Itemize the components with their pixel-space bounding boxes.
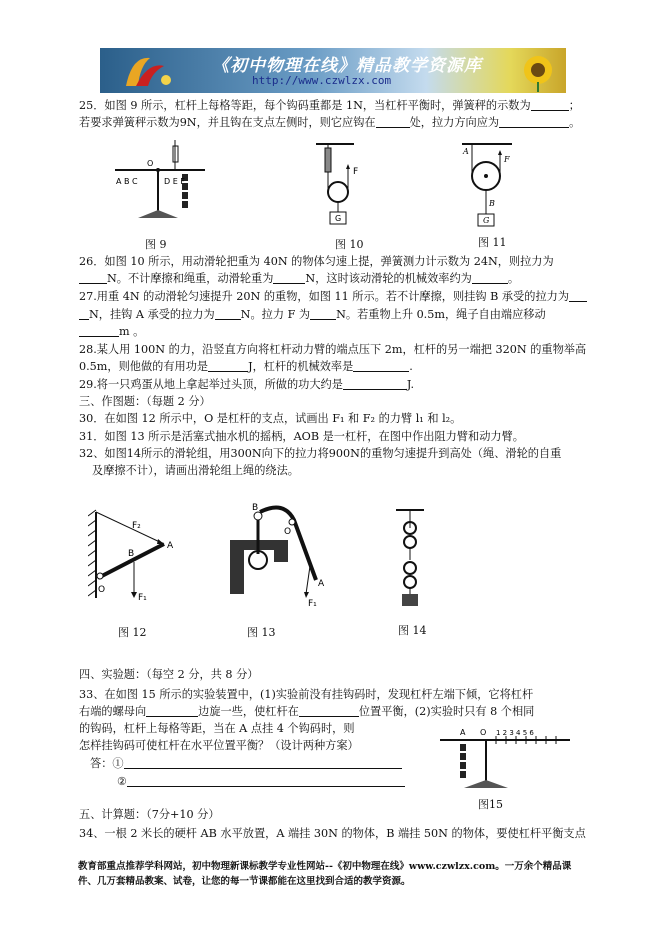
fig12-label-a: A bbox=[167, 541, 174, 551]
figure-11-pulley bbox=[452, 140, 522, 232]
q27-blank-1b[interactable] bbox=[79, 308, 89, 320]
figure-10-pulley bbox=[310, 140, 370, 232]
fig9-caption: 图 9 bbox=[145, 238, 167, 251]
site-logo-icon bbox=[118, 52, 178, 90]
fig12-label-f1: F₁ bbox=[138, 593, 147, 603]
q27-blank-2[interactable] bbox=[215, 308, 241, 320]
footer-line-1: 教育部重点推荐学科网站，初中物理新课标教学专业性网站--《初中物理在线》www.czwlzx.com。一万余个精品课 bbox=[78, 861, 572, 872]
fig13-label-b: B bbox=[252, 503, 259, 513]
fig11-caption: 图 11 bbox=[478, 236, 507, 249]
banner-url: http://www.czwlzx.com bbox=[252, 74, 392, 87]
q26-blank-1[interactable] bbox=[79, 272, 107, 284]
figure-13-pump bbox=[224, 502, 334, 614]
q33-answer-1-blank[interactable] bbox=[124, 757, 402, 769]
fig12-label-b: B bbox=[128, 549, 135, 559]
fig10-label-f: F bbox=[353, 167, 359, 177]
q27-blank-1[interactable] bbox=[569, 290, 587, 302]
q25-blank-3[interactable] bbox=[499, 116, 569, 128]
q28-line1: 28.某人用 100N 的力，沿竖直方向将杠杆动力臂的端点压下 2m，杠杆的另一端把 320N 的重物举高 bbox=[79, 343, 587, 356]
figure-9-lever bbox=[110, 140, 210, 240]
q25-line1: 25．如图 9 所示，杠杆上每格等距，每个钩码重都是 1N，当杠杆平衡时，弹簧秤的示数为 ； bbox=[79, 99, 580, 112]
fig15-caption: 图15 bbox=[478, 798, 503, 811]
q29-line: 29.将一只鸡蛋从地上拿起举过头顶，所做的功大约是 J. bbox=[79, 378, 415, 391]
section-5-title: 五、计算题：（7分+10 分） bbox=[79, 808, 220, 821]
q27-line1: 27.用重 4N 的动滑轮匀速提升 20N 的重物，如图 11 所示。若不计摩擦，则挂钩 B 承受的拉力为 bbox=[79, 290, 587, 304]
q30-line: 30．在如图 12 所示中，O 是杠杆的支点，试画出 F₁ 和 F₂ 的力臂 l₁ 和 l₂。 bbox=[79, 412, 462, 425]
figure-12-lever bbox=[88, 508, 188, 618]
q33-answer-2: ② bbox=[117, 775, 405, 789]
fig9-label-def: D E F bbox=[164, 177, 185, 186]
fig10-label-g: G bbox=[335, 214, 342, 223]
q27-line2: N，挂钩 A 承受的拉力为 N。拉力 F 为 N。若重物上升 0.5m，绳子自由端应移动 bbox=[79, 308, 546, 322]
q27-line3: m 。 bbox=[79, 325, 144, 339]
fig13-caption: 图 13 bbox=[247, 626, 276, 639]
q26-blank-3[interactable] bbox=[472, 272, 508, 284]
q33-blank-2[interactable] bbox=[299, 705, 359, 717]
fig13-label-f1: F₁ bbox=[308, 599, 317, 609]
fig11-label-b: B bbox=[489, 199, 495, 208]
q25-line2: 若要求弹簧秤示数为9N，并且钩在支点左侧时，则它应钩在 处，拉力方向应为 。 bbox=[79, 116, 581, 129]
fig14-caption: 图 14 bbox=[398, 624, 427, 637]
q34-line: 34、一根 2 米长的硬杆 AB 水平放置，A 端挂 30N 的物体，B 端挂 50N 的物体，要使杠杆平衡支点 bbox=[79, 827, 586, 840]
fig9-label-o: O bbox=[147, 159, 154, 168]
fig13-label-a: A bbox=[318, 579, 325, 589]
q26-blank-2[interactable] bbox=[273, 272, 305, 284]
q26-line2: N。不计摩擦和绳重，动滑轮重为 N，这时该动滑轮的机械效率约为 。 bbox=[79, 272, 519, 286]
figure-15-lever bbox=[436, 726, 576, 794]
fig12-label-f2: F₂ bbox=[132, 521, 141, 531]
q29-blank[interactable] bbox=[343, 378, 407, 390]
q28-line2: 0.5m，则他做的有用功是 J，杠杆的机械效率是 . bbox=[79, 360, 413, 373]
q27-blank-4[interactable] bbox=[79, 325, 119, 337]
section-3-title: 三、作图题：（每题 2 分） bbox=[79, 395, 211, 408]
fig11-label-g: G bbox=[483, 216, 490, 225]
fig12-label-o: O bbox=[98, 585, 106, 595]
fig13-label-o: O bbox=[284, 527, 292, 537]
q31-line: 31．如图 13 所示是活塞式抽水机的摇柄，AOB 是一杠杆，在图中作出阻力臂和动力臂。 bbox=[79, 430, 524, 443]
q28-blank-1[interactable] bbox=[208, 360, 248, 372]
q33-blank-1[interactable] bbox=[146, 705, 198, 717]
header-banner bbox=[100, 48, 566, 93]
fig15-label-ticks: 1 2 3 4 5 6 bbox=[496, 729, 534, 737]
fig10-caption: 图 10 bbox=[335, 238, 364, 251]
fig9-label-abc: A B C bbox=[116, 177, 138, 186]
q32-line2: 及摩擦不计），请画出滑轮组上绳的绕法。 bbox=[92, 464, 299, 477]
banner-title: 《初中物理在线》精品教学资源库 bbox=[212, 56, 482, 76]
section-4-title: 四、实验题：（每空 2 分，共 8 分） bbox=[79, 668, 259, 681]
q33-line2: 右端的螺母向 边旋一些，使杠杆在 位置平衡，(2)实验时只有 8 个相同 bbox=[79, 705, 535, 718]
fig11-label-a: A bbox=[463, 147, 469, 156]
q32-line1: 32、如图14所示的滑轮组，用300N向下的拉力将900N的重物匀速提升到高处（绳、滑轮的自重 bbox=[79, 447, 562, 460]
q33-answer-2-blank[interactable] bbox=[127, 775, 405, 787]
q27-blank-3[interactable] bbox=[310, 308, 336, 320]
q33-answer-1: 答：① bbox=[90, 757, 402, 771]
fig11-label-f: F bbox=[504, 155, 510, 164]
fig15-label-o: O bbox=[480, 728, 487, 737]
q28-blank-2[interactable] bbox=[353, 360, 409, 372]
q26-line1: 26．如图 10 所示，用动滑轮把重为 40N 的物体匀速上提，弹簧测力计示数为 24N，则拉力为 bbox=[79, 255, 554, 268]
q33-line3: 的钩码，杠杆上每格等距，当在 A 点挂 4 个钩码时，则 bbox=[79, 722, 355, 735]
fig12-caption: 图 12 bbox=[118, 626, 147, 639]
fig15-label-a: A bbox=[460, 728, 466, 737]
q25-blank-2[interactable] bbox=[376, 116, 410, 128]
q33-line1: 33、在如图 15 所示的实验装置中，(1)实验前没有挂钩码时，发现杠杆左端下倾，它将杠杆 bbox=[79, 688, 534, 701]
figure-14-pulley-block bbox=[392, 506, 428, 610]
q25-blank-1[interactable] bbox=[531, 99, 569, 111]
q33-line4: 怎样挂钩码可使杠杆在水平位置平衡？（设计两种方案） bbox=[79, 739, 359, 752]
footer-line-2: 件、几万套精品教案、试卷，让您的每一节课都能在这里找到合适的教学资源。 bbox=[78, 876, 411, 887]
sunflower-icon bbox=[510, 50, 566, 92]
